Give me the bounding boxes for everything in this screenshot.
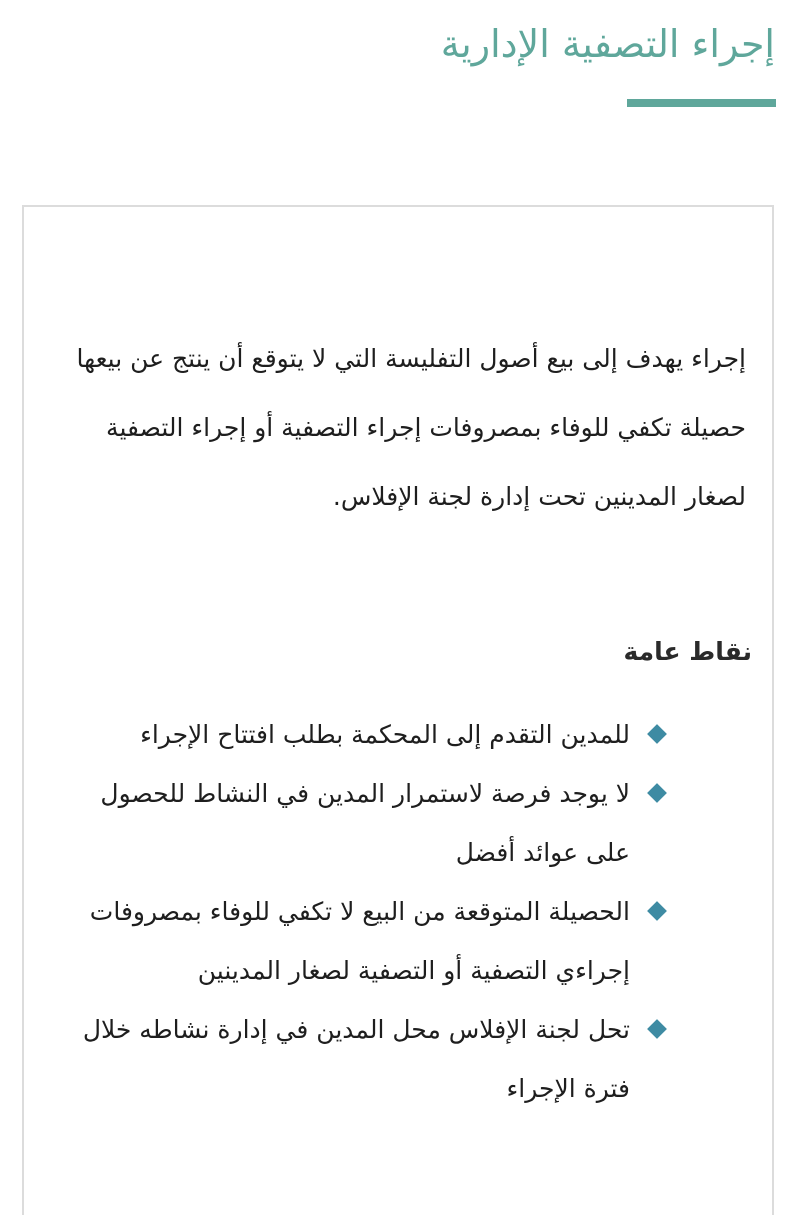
general-points-list (58, 705, 668, 1118)
diamond-icon (647, 1019, 667, 1039)
list-item (58, 1000, 668, 1118)
intro-paragraph: إجراء يهدف إلى بيع أصول التفليسة التي لا يتوقع أن ينتج عن بيعها حصيلة تكفي للوفاء بمصروفات إجراء التصفية أو إجراء التصفية لصغار المدينين تحت إدارة لجنة الإفلاس. (76, 344, 746, 511)
list-item (58, 764, 668, 882)
diamond-icon (647, 901, 667, 921)
title-underline (627, 99, 776, 107)
list-item (58, 882, 668, 1000)
diamond-icon (647, 783, 667, 803)
general-points-heading: نقاط عامة (623, 637, 752, 666)
list-item (58, 705, 668, 764)
list-item-text: الحصيلة المتوقعة من البيع لا تكفي للوفاء بمصروفات إجراءي التصفية أو التصفية لصغار المدينين (89, 897, 630, 985)
list-item-text: تحل لجنة الإفلاس محل المدين في إدارة نشاطه خلال فترة الإجراء (82, 1015, 630, 1103)
list-item-text: للمدين التقدم إلى المحكمة بطلب افتتاح الإجراء (140, 720, 630, 749)
diamond-icon (647, 724, 667, 744)
content-card (22, 205, 774, 1215)
list-item-text: لا يوجد فرصة لاستمرار المدين في النشاط للحصول على عوائد أفضل (100, 779, 630, 867)
page-title: إجراء التصفية الإدارية (440, 22, 775, 66)
